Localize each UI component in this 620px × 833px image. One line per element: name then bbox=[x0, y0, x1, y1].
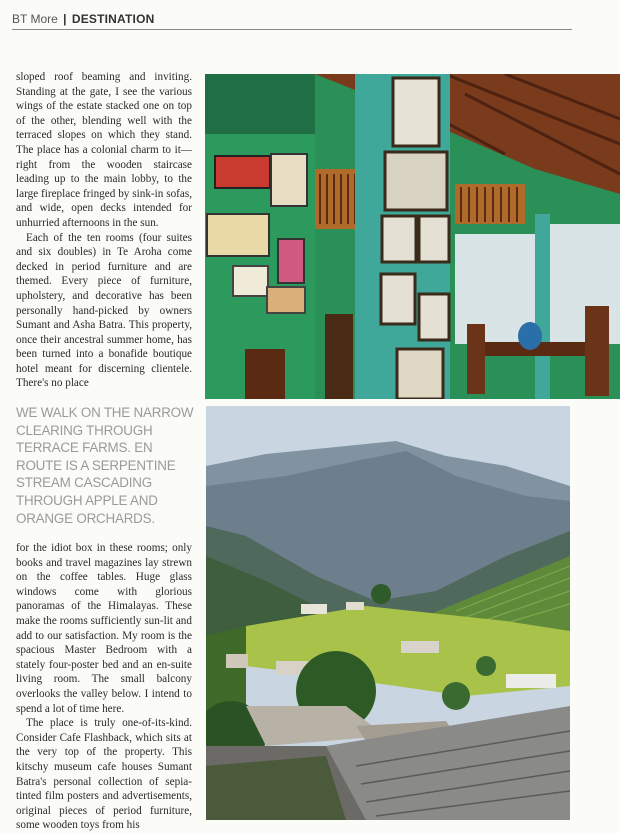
article-paragraph: The place is truly one-of-its-kind. Consider Cafe Flashback, which sits at the very top of the property. This kitschy museum cafe houses Sumant Batra's personal collection of sepia-tinted film posters and advertisements, original pieces of period furniture, some wooden toys from his bbox=[16, 717, 192, 832]
valley-landscape-photo bbox=[206, 406, 570, 820]
section-label: BT More bbox=[12, 12, 58, 26]
article-paragraph: Each of the ten rooms (four suites and six doubles) in Te Aroha come decked in period furniture and are themed. Every piece of furniture, upholstery, and decorative has been personally hand-picked by owners Sumant and Asha Batra. This property, once their ancestral summer home, has been turned into a bonafide boutique hotel meant for discerning clientele. There's no place bbox=[16, 231, 192, 390]
section-title: DESTINATION bbox=[71, 12, 155, 26]
header-separator: | bbox=[63, 12, 67, 26]
cafe-interior-photo bbox=[205, 74, 620, 399]
pull-quote: WE WALK ON THE NARROW CLEARING THROUGH TERRACE FARMS. EN ROUTE IS A SERPENTINE STREAM CASCADING THROUGH APPLE AND ORANGE ORCHARDS. bbox=[16, 405, 194, 526]
header-rule bbox=[12, 29, 572, 30]
article-paragraph: for the idiot box in these rooms; only books and travel magazines lay strewn on the coffee tables. Huge glass windows come with glorious panoramas of the Himalayas. These make the rooms sufficiently sun-lit and add to our satisfaction. My room is the spacious Master Bedroom with a stately four-poster bed and an en-suite living room. The small balcony overlooks the valley below. I intend to spend a lot of time here. bbox=[16, 542, 192, 715]
article-column-top bbox=[16, 70, 192, 391]
article-column-bottom bbox=[16, 541, 192, 833]
article-paragraph: sloped roof beaming and inviting. Standing at the gate, I see the various wings of the estate stacked one on top of the other, blending well with the terraced slopes on which they stand. The place has a colonial charm to it—right from the wooden staircase leading up to the main lobby, to the large fireplace fringed by sink-in sofas, and wide, open decks intended for unhurried afternoons in the sun. bbox=[16, 71, 192, 229]
